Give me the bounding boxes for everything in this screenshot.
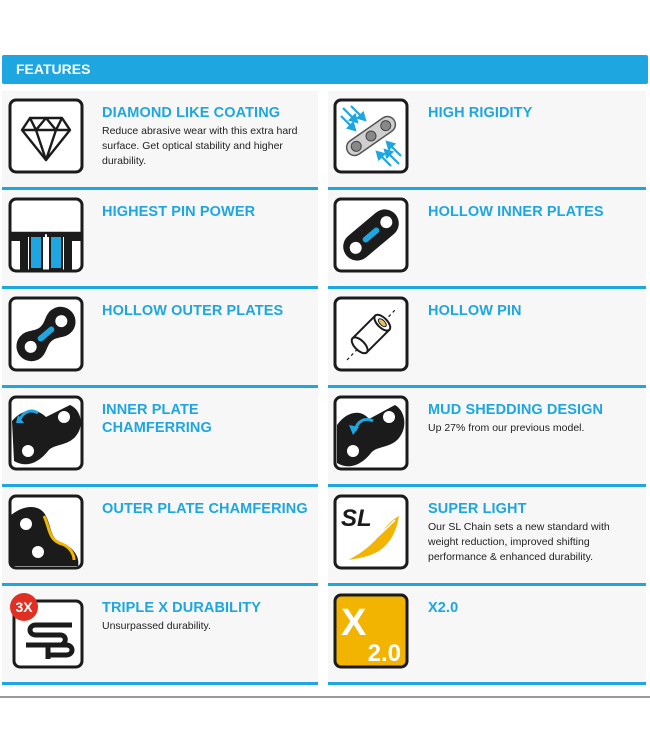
feature-high-rigidity	[328, 91, 646, 190]
hollow-pin-icon	[333, 296, 409, 372]
feature-title: TRIPLE X DURABILITY	[102, 600, 261, 616]
feature-title: HOLLOW INNER PLATES	[428, 204, 604, 220]
features-header-title: FEATURES	[16, 61, 91, 77]
feature-x20	[328, 586, 646, 685]
feature-hollow-pin	[328, 289, 646, 388]
rigidity-chain-icon	[333, 98, 409, 174]
feature-description: Unsurpassed durability.	[102, 620, 211, 632]
feature-super-light	[328, 487, 646, 586]
feature-title: SUPER LIGHT	[428, 501, 527, 517]
feature-title: HOLLOW OUTER PLATES	[102, 303, 284, 319]
feature-title: HIGHEST PIN POWER	[102, 204, 256, 220]
sl-badge-text: SL	[341, 505, 372, 532]
bottom-divider	[0, 696, 650, 698]
feature-highest-pin-power	[2, 190, 318, 289]
feature-row	[0, 487, 650, 586]
feature-title: HIGH RIGIDITY	[428, 105, 533, 121]
feature-row	[0, 388, 650, 487]
feature-hollow-inner-plates	[328, 190, 646, 289]
feature-title: MUD SHEDDING DESIGN	[428, 402, 604, 418]
pin-power-icon	[8, 197, 84, 273]
feature-mud-shedding-design	[328, 388, 646, 487]
mud-shedding-icon	[333, 395, 409, 471]
hollow-outer-plate-icon	[8, 296, 84, 372]
inner-chamfer-icon	[8, 395, 84, 471]
feature-description: Reduce abrasive wear with this extra hard surface. Get optical stability and higher durability.	[102, 125, 298, 167]
feature-description: Our SL Chain sets a new standard with weight reduction, improved shifting performance & enhanced durability.	[428, 521, 610, 563]
feature-inner-plate-chamferring	[2, 388, 318, 487]
triple-x-icon	[8, 593, 84, 669]
diamond-icon	[8, 98, 84, 174]
x20-icon	[333, 593, 409, 669]
feature-triple-x-durability	[2, 586, 318, 685]
feature-title: DIAMOND LIKE COATING	[102, 105, 281, 121]
features-header	[2, 55, 648, 84]
feature-title: X2.0	[428, 600, 459, 616]
outer-chamfer-icon	[8, 494, 84, 570]
feature-diamond-like-coating	[2, 91, 318, 190]
x20-badge-version: 2.0	[367, 640, 401, 667]
feature-description: Up 27% from our previous model.	[428, 422, 585, 434]
feature-title: INNER PLATE CHAMFERRING	[102, 402, 212, 436]
feature-row	[0, 289, 650, 388]
feature-title: HOLLOW PIN	[428, 303, 522, 319]
feature-outer-plate-chamfering	[2, 487, 318, 586]
x20-badge-x: X	[341, 602, 367, 644]
feature-row	[0, 586, 650, 685]
feature-title: OUTER PLATE CHAMFERING	[102, 501, 308, 517]
features-grid	[0, 91, 650, 685]
triple-x-badge-text: 3X	[15, 599, 33, 615]
feature-hollow-outer-plates	[2, 289, 318, 388]
feature-row	[0, 190, 650, 289]
feature-row	[0, 91, 650, 190]
hollow-inner-plate-icon	[333, 197, 409, 273]
super-light-icon	[333, 494, 409, 570]
